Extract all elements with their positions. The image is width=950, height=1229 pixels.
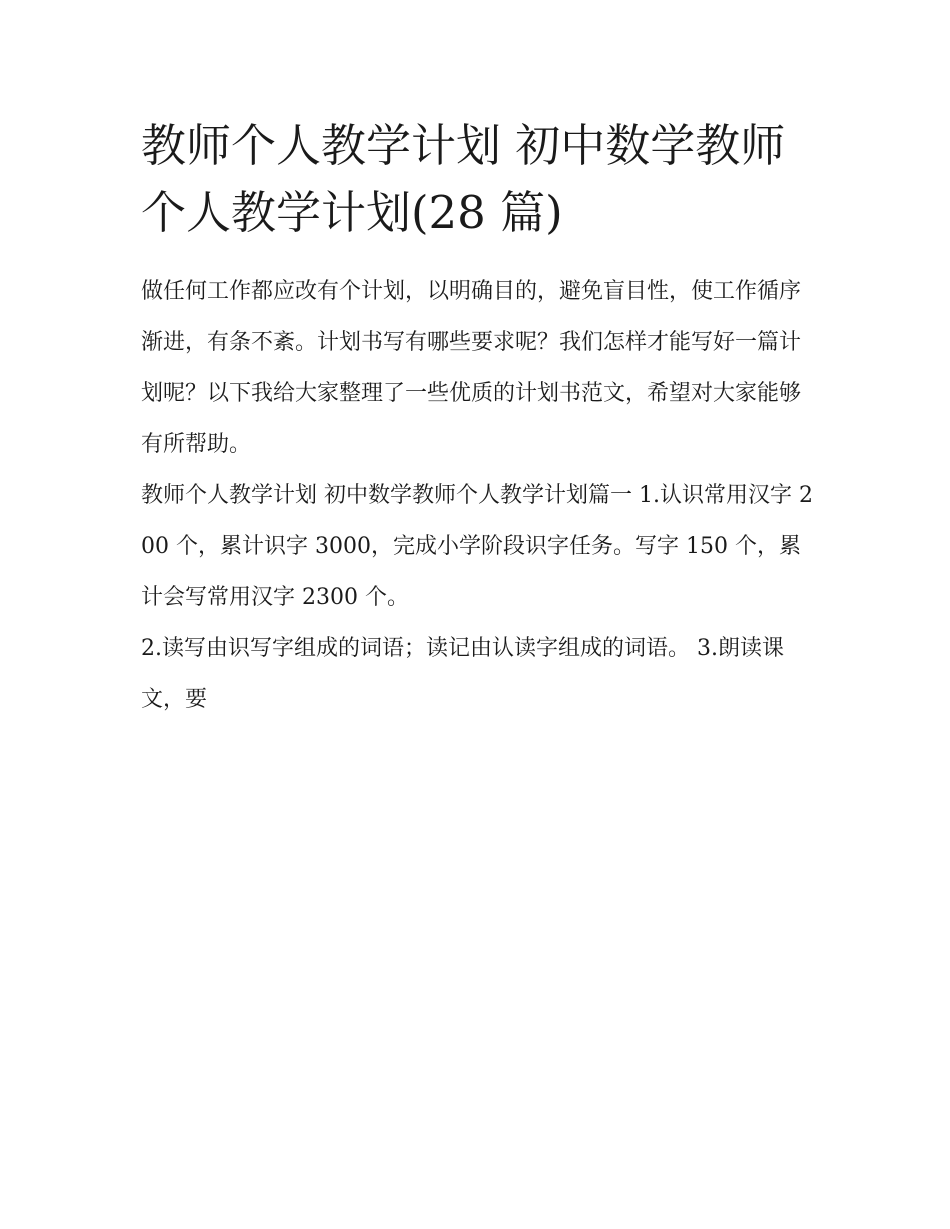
intro-paragraph: 做任何工作都应改有个计划，以明确目的，避免盲目性，使工作循序渐进，有条不紊。计划书写有哪些要求呢？我们怎样才能写好一篇计划呢？以下我给大家整理了一些优质的计划书范文，希望对大家能够有所帮助。 [141,279,802,457]
document-body [141,112,813,725]
body-paragraph-1: 教师个人教学计划 初中数学教师个人教学计划篇一 1.认识常用汉字 200 个，累计识字 3000，完成小学阶段识字任务。写字 150 个，累计会写常用汉字 2300 个。 [141,483,813,610]
body-paragraph-2: 2.读写由识写字组成的词语；读记由认读字组成的词语。 3.朗读课文，要 [141,636,784,712]
document-title: 教师个人教学计划 初中数学教师个人教学计划(28 篇) [141,119,786,239]
